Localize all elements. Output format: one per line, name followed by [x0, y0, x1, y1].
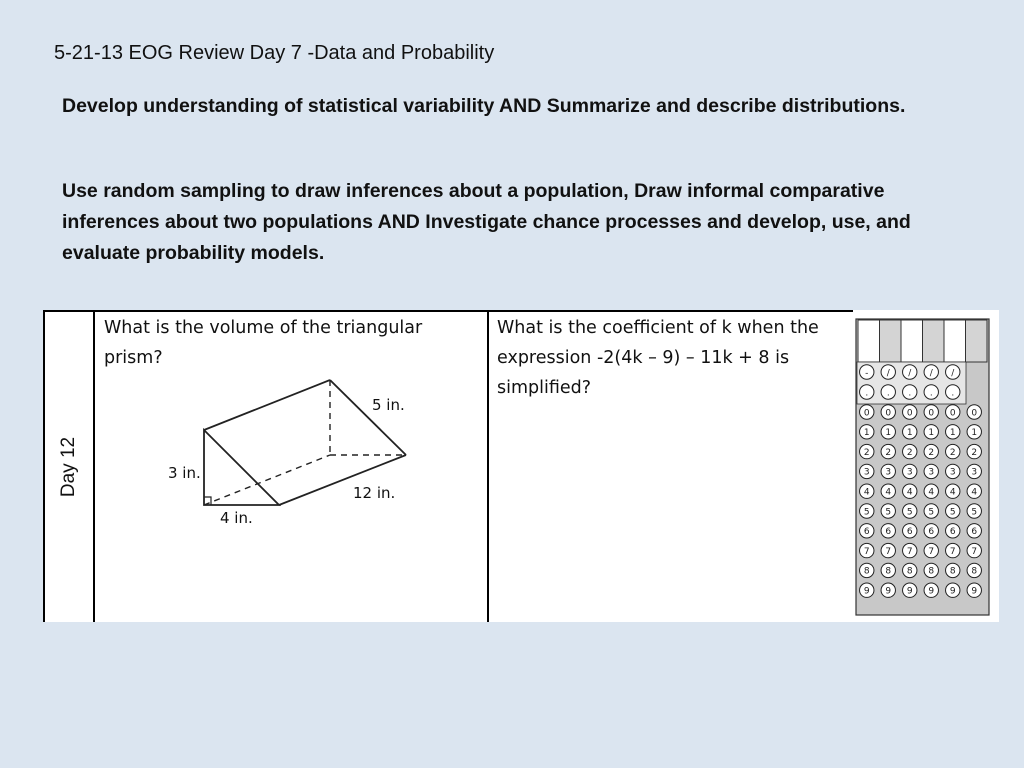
bubble-label: 7	[885, 546, 892, 557]
day-label	[44, 312, 94, 622]
objective-1: Develop understanding of statistical variability AND Summarize and describe distributions.	[62, 95, 906, 117]
bubble-label: -	[865, 368, 869, 379]
bubble-label: 1	[971, 428, 978, 439]
bubble-label: 4	[949, 487, 956, 498]
bubble-label: 3	[863, 467, 870, 478]
bubble-label: 7	[863, 546, 870, 557]
bubble-label: .	[908, 388, 912, 399]
day-label-text: Day 12	[58, 436, 79, 498]
bubble-label: 0	[885, 408, 892, 419]
bubble-label: 3	[906, 467, 913, 478]
bubble-label: 3	[971, 467, 978, 478]
bubble-label: 7	[971, 546, 978, 557]
bubble-label: 0	[971, 408, 978, 419]
bubble-label: 9	[863, 586, 870, 597]
bubble-label: .	[865, 388, 869, 399]
bubble-label: 8	[971, 566, 978, 577]
table-divider-2	[487, 310, 489, 622]
question-2-text: What is the coefficient of k when the expression -2(4k – 9) – 11k + 8 is simplified?	[497, 318, 819, 398]
bubble-label: 6	[885, 527, 892, 538]
answer-entry-box	[944, 320, 966, 362]
bubble-label: 9	[971, 586, 978, 597]
bubble-label: 3	[928, 467, 935, 478]
bubble-label: 1	[863, 428, 870, 439]
bubble-label: 6	[863, 527, 870, 538]
hidden-bottom-edge	[204, 455, 330, 505]
bubble-label: 4	[863, 487, 870, 498]
bubble-label: 7	[949, 546, 956, 557]
objective-2: Use random sampling to draw inferences about a population, Draw informal comparative inferences about two populations AND Investigate chance processes and develop, use, and evaluate probability models.	[62, 180, 911, 264]
answer-grid[interactable]	[855, 318, 990, 616]
answer-entry-box	[923, 320, 945, 362]
label-base: 4 in.	[220, 509, 253, 527]
bubble-label: 3	[885, 467, 892, 478]
bubble-label: 8	[906, 566, 913, 577]
bubble-label: .	[886, 388, 890, 399]
bubble-label: 0	[906, 408, 913, 419]
bubble-label: 5	[928, 507, 935, 518]
bubble-label: 4	[971, 487, 978, 498]
label-height: 3 in.	[168, 464, 201, 482]
bubble-label: 2	[906, 447, 913, 458]
bubble-label: 4	[885, 487, 892, 498]
bubble-label: .	[951, 388, 955, 399]
bubble-label: /	[886, 368, 890, 379]
bubble-label: 6	[971, 527, 978, 538]
bubble-label: 7	[928, 546, 935, 557]
label-length: 12 in.	[353, 484, 396, 502]
bubble-label: /	[929, 368, 933, 379]
bubble-label: 1	[949, 428, 956, 439]
bubble-label: 2	[971, 447, 978, 458]
bubble-label: 4	[928, 487, 935, 498]
bubble-label: 1	[928, 428, 935, 439]
bubble-label: 4	[906, 487, 913, 498]
bubble-label: 8	[928, 566, 935, 577]
answer-entry-box	[858, 320, 880, 362]
top-edge	[204, 380, 330, 430]
page-title: 5-21-13 EOG Review Day 7 -Data and Probability	[54, 42, 495, 64]
bubble-label: 6	[949, 527, 956, 538]
bubble-label: 3	[949, 467, 956, 478]
bubble-label: 8	[885, 566, 892, 577]
bubble-label: 5	[971, 507, 978, 518]
answer-entry-box	[880, 320, 902, 362]
answer-entry-box	[966, 320, 988, 362]
bubble-label: 5	[885, 507, 892, 518]
bubble-label: .	[929, 388, 933, 399]
bubble-label: 9	[949, 586, 956, 597]
bubble-label: 9	[885, 586, 892, 597]
back-hyp-edge	[330, 380, 406, 455]
front-triangle	[204, 430, 279, 505]
bubble-label: 5	[949, 507, 956, 518]
bubble-label: 6	[928, 527, 935, 538]
bubble-label: 5	[906, 507, 913, 518]
triangular-prism-diagram	[150, 370, 450, 540]
bubble-label: 6	[906, 527, 913, 538]
bubble-label: 2	[885, 447, 892, 458]
bubble-label: 0	[928, 408, 935, 419]
bubble-label: 5	[863, 507, 870, 518]
bubble-label: 0	[949, 408, 956, 419]
bubble-label: /	[951, 368, 955, 379]
bubble-label: 9	[906, 586, 913, 597]
bubble-label: 8	[949, 566, 956, 577]
bubble-label: 8	[863, 566, 870, 577]
label-hypotenuse: 5 in.	[372, 396, 405, 414]
bubble-label: /	[908, 368, 912, 379]
bubble-label: 2	[928, 447, 935, 458]
bubble-label: 2	[949, 447, 956, 458]
bubble-label: 0	[863, 408, 870, 419]
bubble-label: 1	[885, 428, 892, 439]
answer-entry-box	[901, 320, 923, 362]
bubble-label: 7	[906, 546, 913, 557]
question-1-text: What is the volume of the triangular prism?	[104, 318, 423, 368]
bubble-label: 2	[863, 447, 870, 458]
table-border-top	[43, 310, 853, 312]
bubble-label: 1	[906, 428, 913, 439]
bubble-label: 9	[928, 586, 935, 597]
